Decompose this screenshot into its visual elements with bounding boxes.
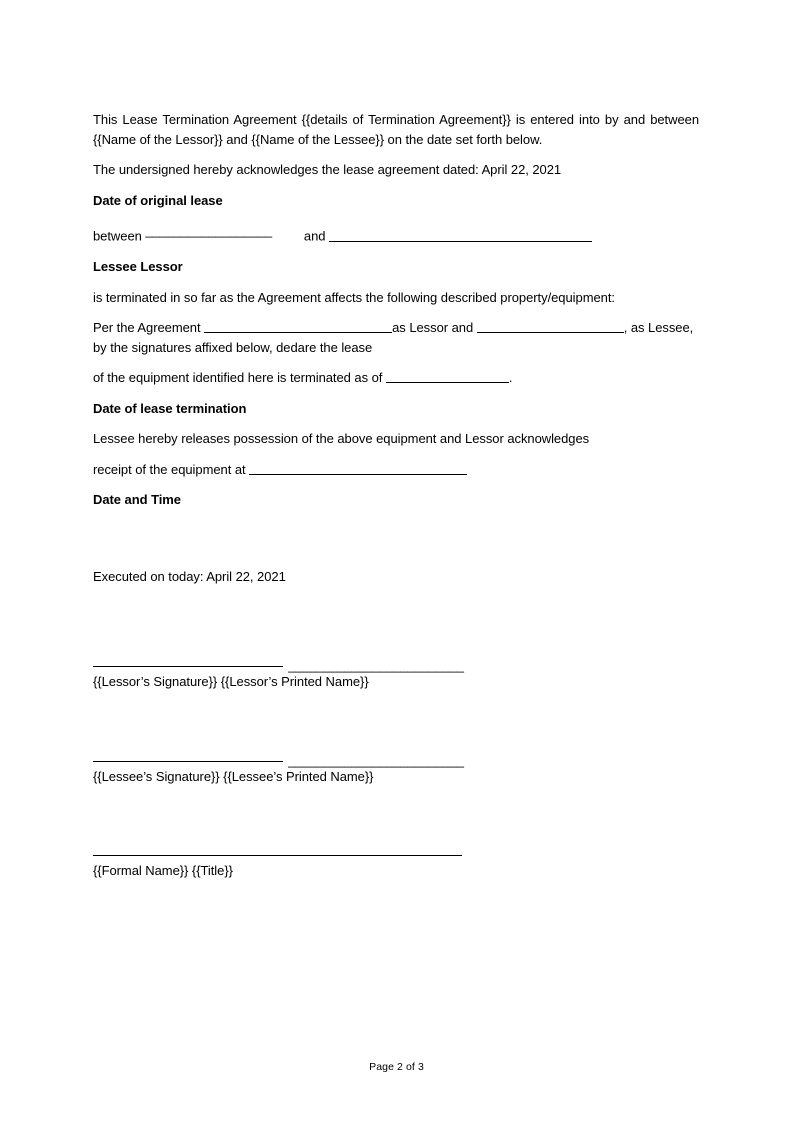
formal-name-caption: {{Formal Name}} {{Title}}	[93, 863, 233, 878]
spacer-before-lessor-signature	[93, 597, 699, 653]
terminated-clause-paragraph: is terminated in so far as the Agreement affects the following described property/equipment:	[93, 289, 615, 305]
lessor-name-blank[interactable]	[204, 319, 392, 333]
formal-name-line[interactable]	[93, 855, 462, 856]
page-footer	[0, 1060, 793, 1074]
lessee-name-blank[interactable]	[477, 319, 624, 333]
spacer-before-formal-block	[93, 786, 699, 842]
releases-possession-paragraph: Lessee hereby releases possession of the above equipment and Lessor acknowledges	[93, 431, 590, 446]
heading-lessee-lessor: Lessee Lessor	[93, 259, 183, 274]
lessor-signature-line[interactable]	[93, 666, 283, 667]
between-label: between	[93, 228, 146, 244]
spacer-before-executed	[93, 521, 699, 567]
formal-name-rule	[93, 842, 699, 861]
heading-date-and-time: Date and Time	[93, 492, 181, 507]
receipt-line	[93, 460, 699, 480]
heading-date-of-original-lease: Date of original lease	[93, 192, 223, 208]
per-agreement-suffix-label: , as Lessee, by the signatures affixed below, dedare the lease	[93, 320, 694, 355]
lessee-signature-line[interactable]	[93, 761, 283, 762]
termination-date-blank[interactable]	[386, 369, 509, 383]
page-number-label: Page 2 of 3	[369, 1061, 424, 1073]
between-and-label: and	[300, 228, 330, 244]
acknowledgement-paragraph: The undersigned hereby acknowledges the lease agreement dated: April 22, 2021	[93, 162, 562, 177]
heading-date-of-lease-termination: Date of lease termination	[93, 400, 247, 416]
lessee-signature-caption: {{Lessee’s Signature}} {{Lessee’s Printed Name}}	[93, 768, 374, 784]
of-equipment-paragraph	[93, 368, 699, 388]
lessee-printed-name-line[interactable]: _________________________	[288, 753, 464, 768]
intro-paragraph: This Lease Termination Agreement {{details of Termination Agreement}} is entered into by and between {{Name of the Lessor}} and {{Name of the Lessee}} on the date set forth below.	[93, 112, 699, 147]
lessor-signature-caption: {{Lessor’s Signature}} {{Lessor’s Printed Name}}	[93, 674, 369, 689]
of-equipment-period: .	[508, 370, 513, 385]
lessee-signature-rules	[93, 748, 699, 767]
per-agreement-label: Per the Agreement	[93, 320, 205, 335]
of-equipment-label: of the equipment identified here is terminated as of	[93, 370, 386, 385]
receipt-location-blank[interactable]	[249, 461, 467, 475]
per-agreement-paragraph	[93, 318, 699, 357]
spacer-before-lessee-signature	[93, 692, 699, 748]
receipt-label: receipt of the equipment at	[93, 461, 250, 477]
lessor-printed-name-line[interactable]: _________________________	[288, 659, 464, 673]
lessor-signature-rules	[93, 653, 699, 672]
executed-on-paragraph: Executed on today: April 22, 2021	[93, 568, 286, 584]
between-lessee-blank[interactable]: __________________	[145, 223, 272, 238]
per-agreement-mid-label: as Lessor and	[392, 320, 477, 335]
between-line	[93, 221, 699, 246]
document-body	[93, 110, 699, 881]
between-lessor-blank[interactable]	[329, 228, 592, 242]
